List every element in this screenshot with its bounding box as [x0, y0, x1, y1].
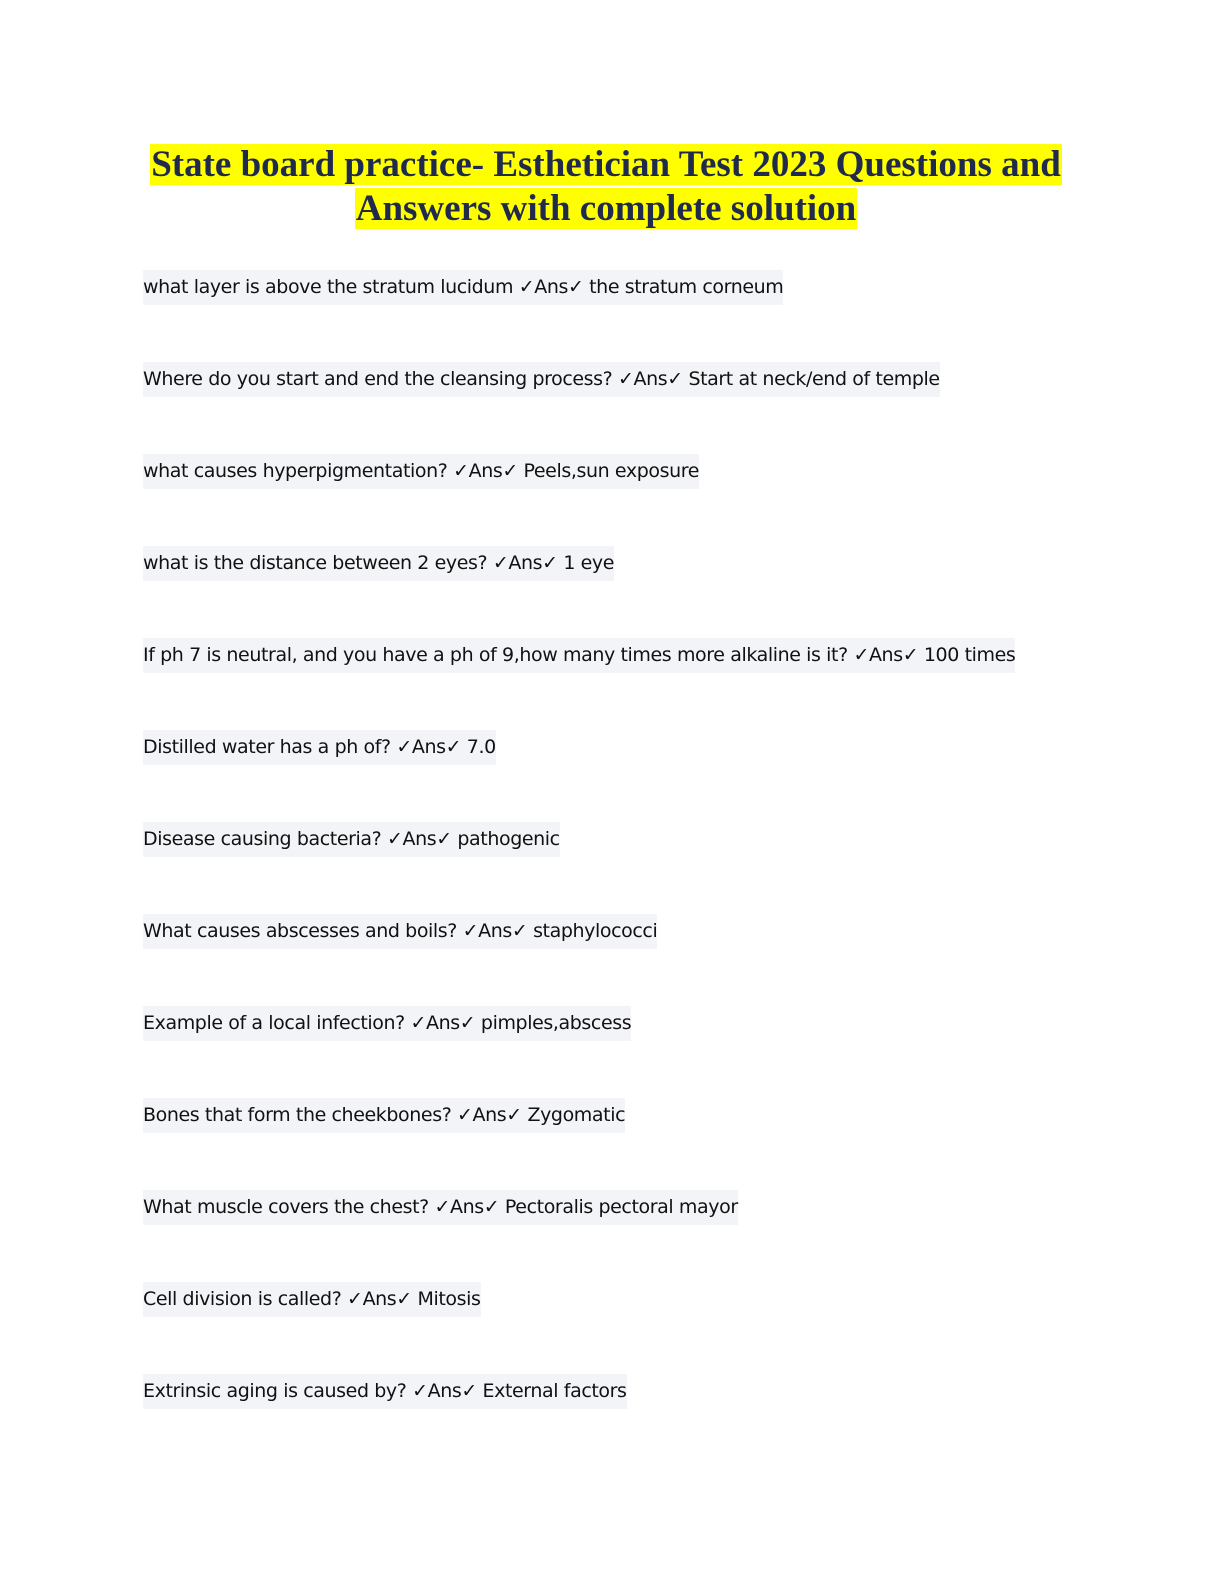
answer-marker: ✓Ans✓	[853, 644, 919, 666]
answer-text: Zygomatic	[527, 1104, 626, 1126]
qa-item	[143, 1374, 1103, 1466]
answer-text: 1 eye	[563, 552, 615, 574]
qa-item	[143, 914, 1103, 1006]
question-text: what is the distance between 2 eyes?	[143, 552, 488, 574]
question-text: Where do you start and end the cleansing process?	[143, 368, 613, 390]
qa-text	[143, 454, 699, 489]
answer-marker: ✓Ans✓	[412, 1380, 477, 1402]
answer-text: Mitosis	[417, 1288, 481, 1310]
answer-text: 100 times	[923, 644, 1016, 666]
answer-text: pathogenic	[457, 828, 560, 850]
answer-marker: ✓Ans✓	[453, 460, 518, 482]
question-text: what causes hyperpigmentation?	[143, 460, 448, 482]
answer-text: External factors	[482, 1380, 627, 1402]
answer-text: the stratum corneum	[589, 276, 784, 298]
question-text: Cell division is called?	[143, 1288, 342, 1310]
qa-text	[143, 1190, 738, 1225]
qa-list	[143, 270, 1103, 1466]
answer-marker: ✓Ans✓	[396, 736, 462, 758]
answer-marker: ✓Ans✓	[518, 276, 584, 298]
answer-marker: ✓Ans✓	[457, 1104, 522, 1126]
title-line-2: Answers with complete solution	[355, 188, 857, 229]
question-text: Example of a local infection?	[143, 1012, 405, 1034]
question-text: Distilled water has a ph of?	[143, 736, 391, 758]
question-text: Disease causing bacteria?	[143, 828, 382, 850]
answer-text: 7.0	[466, 736, 496, 758]
qa-item	[143, 454, 1103, 546]
document-title	[100, 143, 1112, 231]
qa-text	[143, 1006, 631, 1041]
qa-text	[143, 638, 1015, 673]
answer-marker: ✓Ans✓	[434, 1196, 500, 1218]
answer-text: pimples,abscess	[480, 1012, 632, 1034]
qa-text	[143, 362, 940, 397]
qa-item	[143, 1006, 1103, 1098]
qa-item	[143, 822, 1103, 914]
answer-marker: ✓Ans✓	[618, 368, 683, 390]
qa-text	[143, 546, 614, 581]
answer-text: Peels,sun exposure	[523, 460, 700, 482]
qa-item	[143, 730, 1103, 822]
qa-text	[143, 1098, 625, 1133]
answer-marker: ✓Ans✓	[492, 552, 558, 574]
qa-text	[143, 1374, 627, 1409]
answer-text: Start at neck/end of temple	[688, 368, 940, 390]
question-text: what layer is above the stratum lucidum	[143, 276, 519, 298]
qa-item	[143, 362, 1103, 454]
qa-item	[143, 1190, 1103, 1282]
question-text: If ph 7 is neutral, and you have a ph of 9,how many times more alkaline is it?	[143, 644, 848, 666]
question-text: Extrinsic aging is caused by?	[143, 1380, 407, 1402]
answer-marker: ✓Ans✓	[462, 920, 528, 942]
question-text: Bones that form the cheekbones?	[143, 1104, 452, 1126]
qa-item	[143, 546, 1103, 638]
qa-item	[143, 270, 1103, 362]
qa-item	[143, 638, 1103, 730]
qa-text	[143, 270, 783, 305]
qa-text	[143, 914, 657, 949]
question-text: What causes abscesses and boils?	[143, 920, 457, 942]
question-text: What muscle covers the chest?	[143, 1196, 429, 1218]
answer-marker: ✓Ans✓	[410, 1012, 476, 1034]
answer-text: Pectoralis pectoral mayor	[504, 1196, 738, 1218]
answer-marker: ✓Ans✓	[386, 828, 452, 850]
qa-text	[143, 822, 560, 857]
title-line-1: State board practice- Esthetician Test 2023 Questions and	[151, 144, 1061, 185]
qa-text	[143, 730, 496, 765]
qa-item	[143, 1282, 1103, 1374]
qa-text	[143, 1282, 481, 1317]
answer-marker: ✓Ans✓	[347, 1288, 412, 1310]
answer-text: staphylococci	[533, 920, 658, 942]
qa-item	[143, 1098, 1103, 1190]
